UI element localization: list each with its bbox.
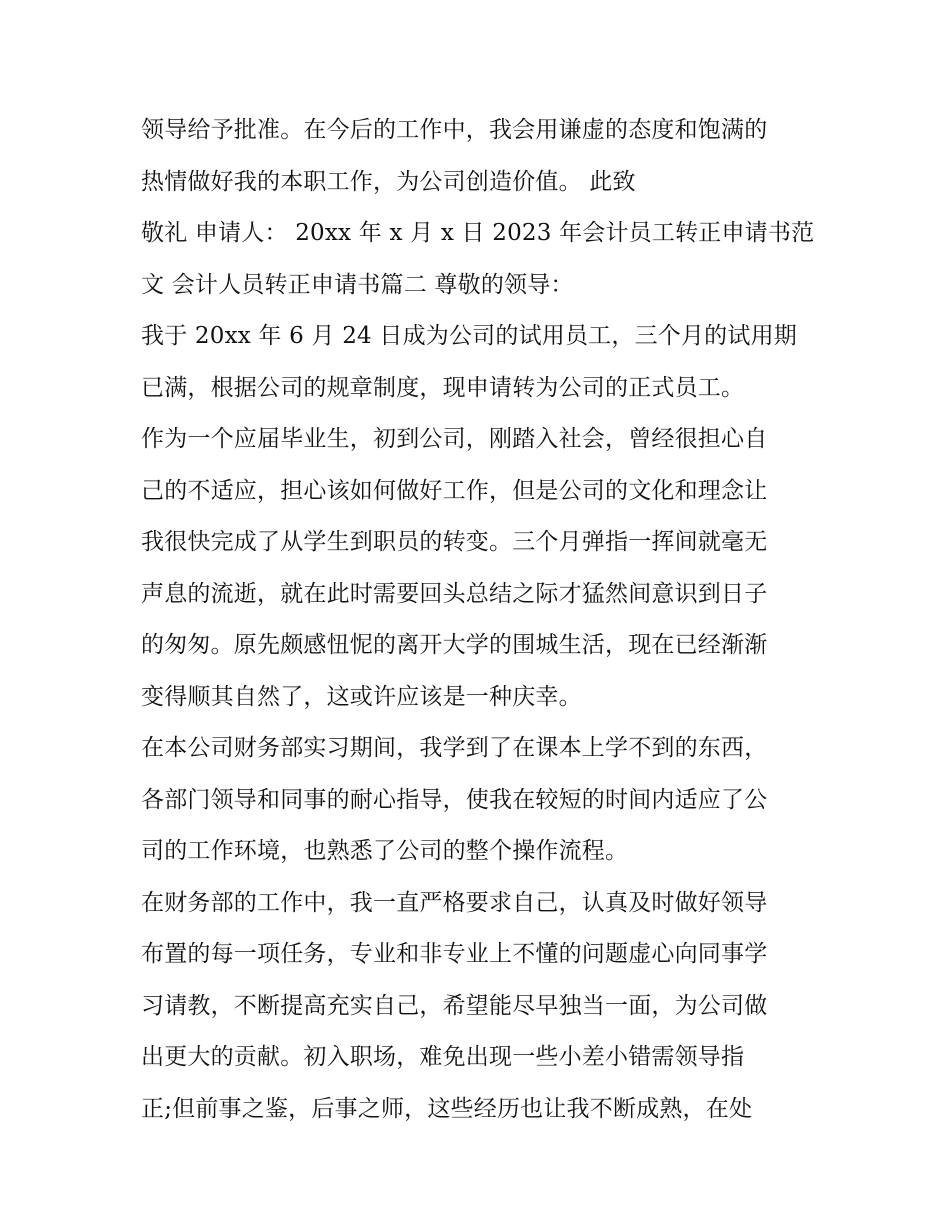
text-line: 习请教，不断提高充实自己，希望能尽早独当一面，为公司做 [141,992,768,1019]
text-line: 我很快完成了从学生到职员的转变。三个月弹指一挥间就毫无 [141,529,768,555]
text-line: 我于 20xx 年 6 月 24 日成为公司的试用员工，三个月的试用期 [141,323,797,349]
text-line: 文 会计人员转正申请书篇二 尊敬的领导： [141,271,574,298]
text-line: 作为一个应届毕业生，初到公司，刚踏入社会，曾经很担心自 [141,426,768,452]
text-line: 各部门领导和同事的耐心指导，使我在较短的时间内适应了公 [141,786,768,813]
text-line: 已满，根据公司的规章制度，现申请转为公司的正式员工。 [141,374,745,401]
text-line: 出更大的贡献。初入职场，难免出现一些小差小错需领导指 [141,1044,745,1070]
body-text [141,105,821,1135]
text-line: 敬礼 申请人： 20xx 年 x 月 x 日 2023 年会计员工转正申请书范 [141,220,815,246]
text-line: 在财务部的工作中，我一直严格要求自己，认真及时做好领导 [141,889,768,916]
text-line: 己的不适应，担心该如何做好工作，但是公司的文化和理念让 [141,477,768,504]
text-line: 布置的每一项任务，专业和非专业上不懂的问题虚心向同事学 [141,941,768,967]
text-line: 领导给予批准。在今后的工作中，我会用谦虚的态度和饱满的 [141,117,768,143]
text-line: 在本公司财务部实习期间，我学到了在课本上学不到的东西， [141,735,768,761]
text-line: 变得顺其自然了，这或许应该是一种庆幸。 [141,683,582,710]
text-line: 声息的流逝，就在此时需要回头总结之际才猛然间意识到日子 [141,580,768,607]
text-line: 正;但前事之鉴，后事之师，这些经历也让我不断成熟，在处 [141,1095,753,1122]
text-line: 司的工作环境，也熟悉了公司的整个操作流程。 [141,838,629,864]
text-line: 热情做好我的本职工作，为公司创造价值。 此致 [141,168,636,195]
text-line: 的匆匆。原先颇感忸怩的离开大学的围城生活，现在已经渐渐 [141,632,768,658]
